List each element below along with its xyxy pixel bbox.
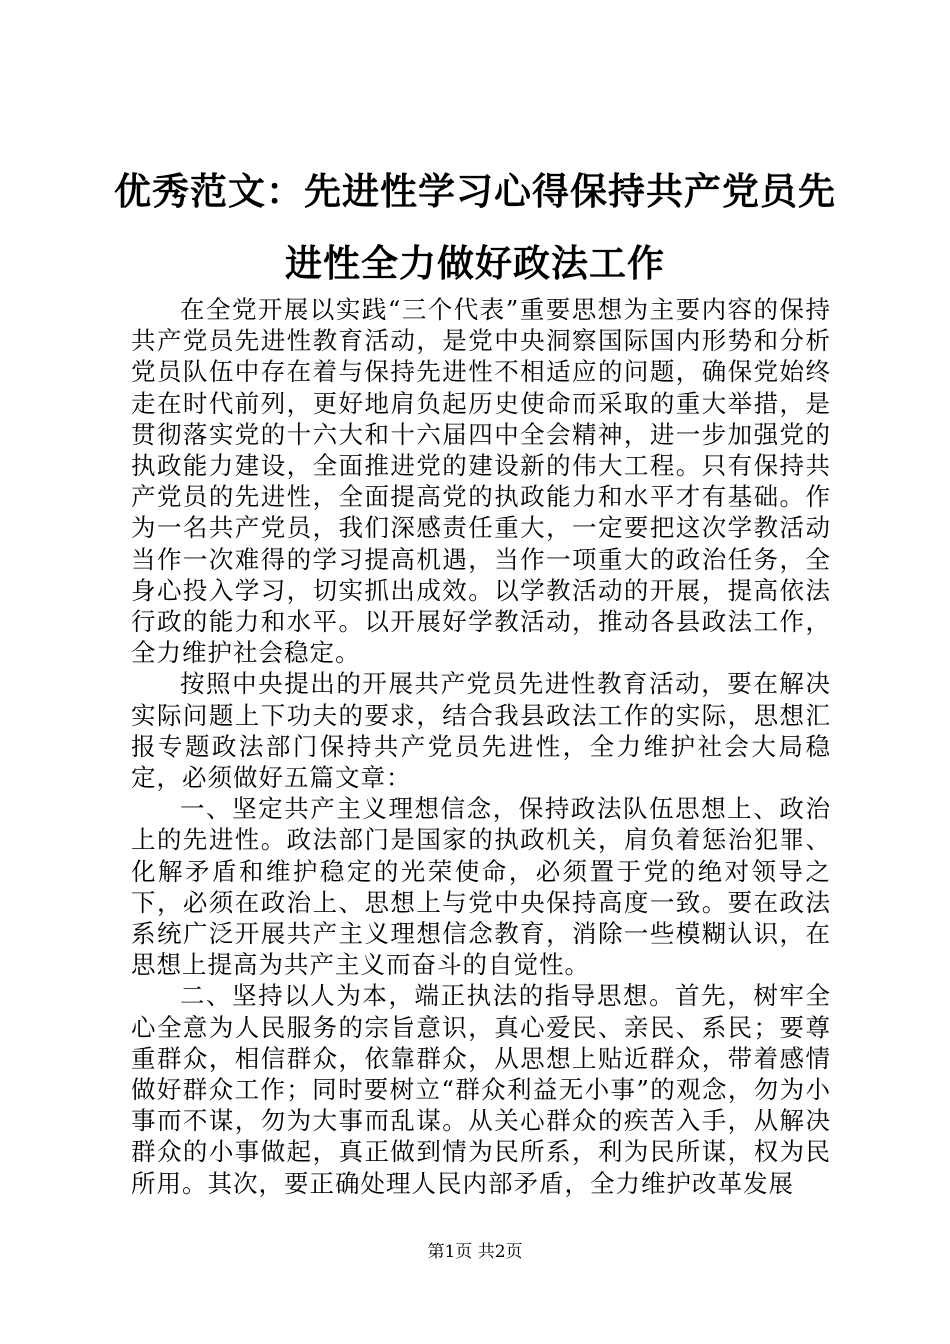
paragraph: 二、坚持以人为本，端正执法的指导思想。首先，树牢全心全意为人民服务的宗旨意识，真心爱民、亲民、系民；要尊重群众，相信群众，依靠群众，从思想上贴近群众，带着感情做好群众工作；同时要树立“群众利益无小事”的观念，勿为小事而不谋，勿为大事而乱谋。从关心群众的疾苦入手，从解决群众的小事做起，真正做到情为民所系，利为民所谋，权为民所用。其次，要正确处理人民内部矛盾，全力维护改革发展 <box>131 981 831 1198</box>
document-body <box>131 294 831 1199</box>
document-title: 优秀范文：先进性学习心得保持共产党员先进性全力做好政法工作 <box>114 170 836 285</box>
paragraph: 按照中央提出的开展共产党员先进性教育活动，要在解决实际问题上下功夫的要求，结合我县政法工作的实际，思想汇报专题政法部门保持共产党员先进性，全力维护社会大局稳定，必须做好五篇文章： <box>131 669 831 793</box>
paragraph: 一、坚定共产主义理想信念，保持政法队伍思想上、政治上的先进性。政法部门是国家的执政机关，肩负着惩治犯罪、化解矛盾和维护稳定的光荣使命，必须置于党的绝对领导之下，必须在政治上、思想上与党中央保持高度一致。要在政法系统广泛开展共产主义理想信念教育，消除一些模糊认识，在思想上提高为共产主义而奋斗的自觉性。 <box>131 794 831 980</box>
paragraph: 在全党开展以实践“三个代表”重要思想为主要内容的保持共产党员先进性教育活动，是党中央洞察国际国内形势和分析党员队伍中存在着与保持先进性不相适应的问题，确保党始终走在时代前列，更好地肩负起历史使命而采取的重大举措，是贯彻落实党的十六大和十六届四中全会精神，进一步加强党的执政能力建设，全面推进党的建设新的伟大工程。只有保持共产党员的先进性，全面提高党的执政能力和水平才有基础。作为一名共产党员，我们深感责任重大，一定要把这次学教活动当作一次难得的学习提高机遇，当作一项重大的政治任务，全身心投入学习，切实抓出成效。以学教活动的开展，提高依法行政的能力和水平。以开展好学教活动，推动各县政法工作，全力维护社会稳定。 <box>131 295 831 668</box>
page-footer: 第1页 共2页 <box>427 1242 523 1262</box>
